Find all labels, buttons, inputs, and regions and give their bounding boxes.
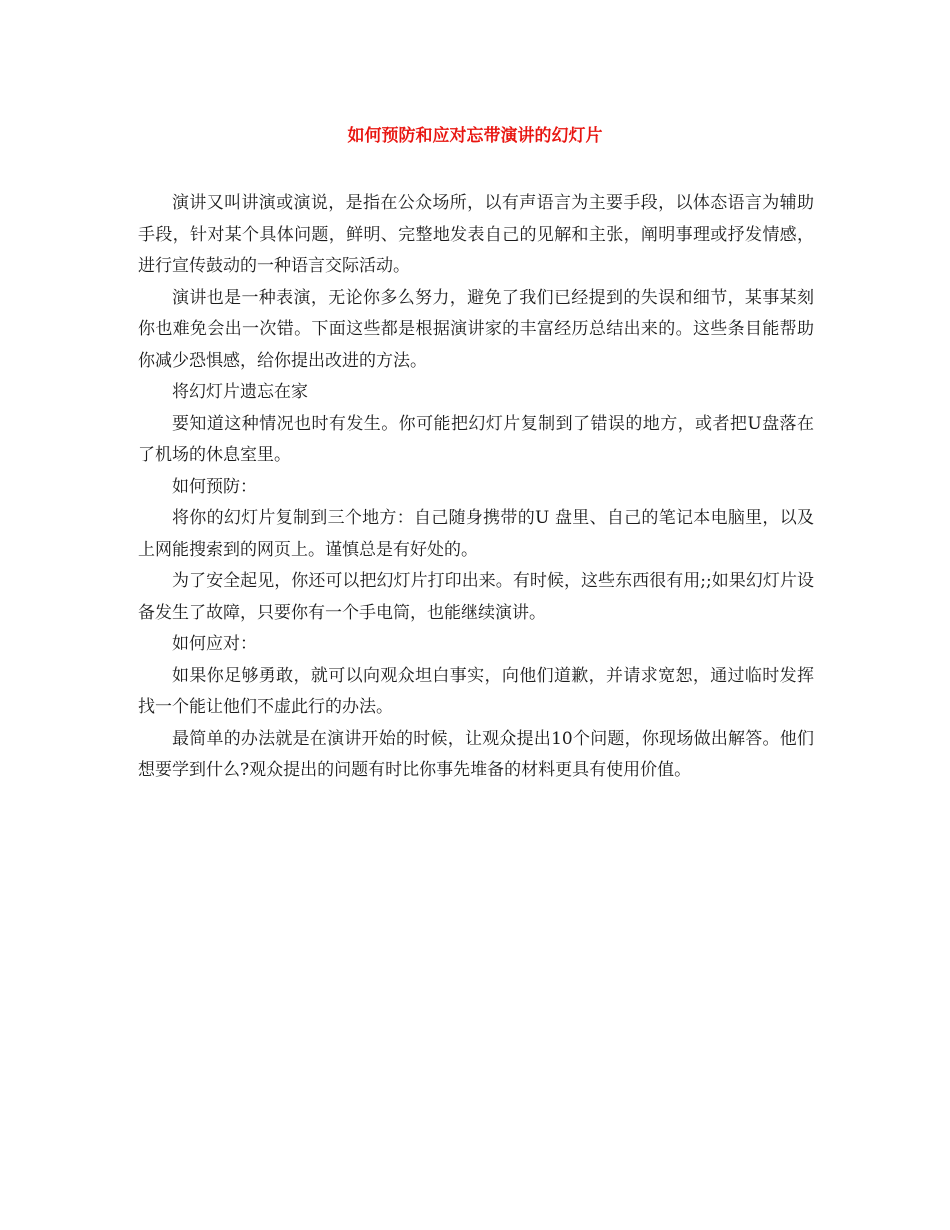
paragraph-response-honesty: 如果你足够勇敢，就可以向观众坦白事实，向他们道歉，并请求宽恕，通过临时发挥找一个能让他们不虚此行的办法。 [138, 665, 814, 717]
paragraph-prevention-print: 为了安全起见，你还可以把幻灯片打印出来。有时候，这些东西很有用;;如果幻灯片设备发生了故障，只要你有一个手电筒，也能继续演讲。 [138, 571, 814, 623]
paragraph-heading-prevention: 如何预防： [172, 476, 257, 497]
paragraph-performance: 演讲也是一种表演，无论你多么努力，避免了我们已经提到的失误和细节，某事某刻你也难免会出一次错。下面这些都是根据演讲家的丰富经历总结出来的。这些条目能帮助你减少恐惧感，给你提出改进的方法。 [138, 287, 814, 371]
paragraph-heading-response: 如何应对： [172, 634, 257, 654]
document-title: 如何预防和应对忘带演讲的幻灯片 [347, 126, 603, 146]
document-body [138, 188, 814, 787]
paragraph-heading-forgot-slides: 将幻灯片遗忘在家 [172, 382, 308, 402]
paragraph-situation: 要知道这种情况也时有发生。你可能把幻灯片复制到了错误的地方，或者把U盘落在了机场的休息室里。 [138, 413, 814, 465]
paragraph-prevention-copies: 将你的幻灯片复制到三个地方：自己随身携带的U 盘里、自己的笔记本电脑里，以及上网能搜索到的网页上。谨慎总是有好处的。 [138, 508, 814, 560]
paragraph-intro: 演讲又叫讲演或演说，是指在公众场所，以有声语言为主要手段，以体态语言为辅助手段，针对某个具体问题，鲜明、完整地发表自己的见解和主张，阐明事理或抒发情感，进行宣传鼓动的一种语言交际活动。 [138, 193, 814, 276]
paragraph-response-questions: 最简单的办法就是在演讲开始的时候，让观众提出10个问题，你现场做出解答。他们想要学到什么?观众提出的问题有时比你事先堆备的材料更具有使用价值。 [138, 728, 814, 780]
